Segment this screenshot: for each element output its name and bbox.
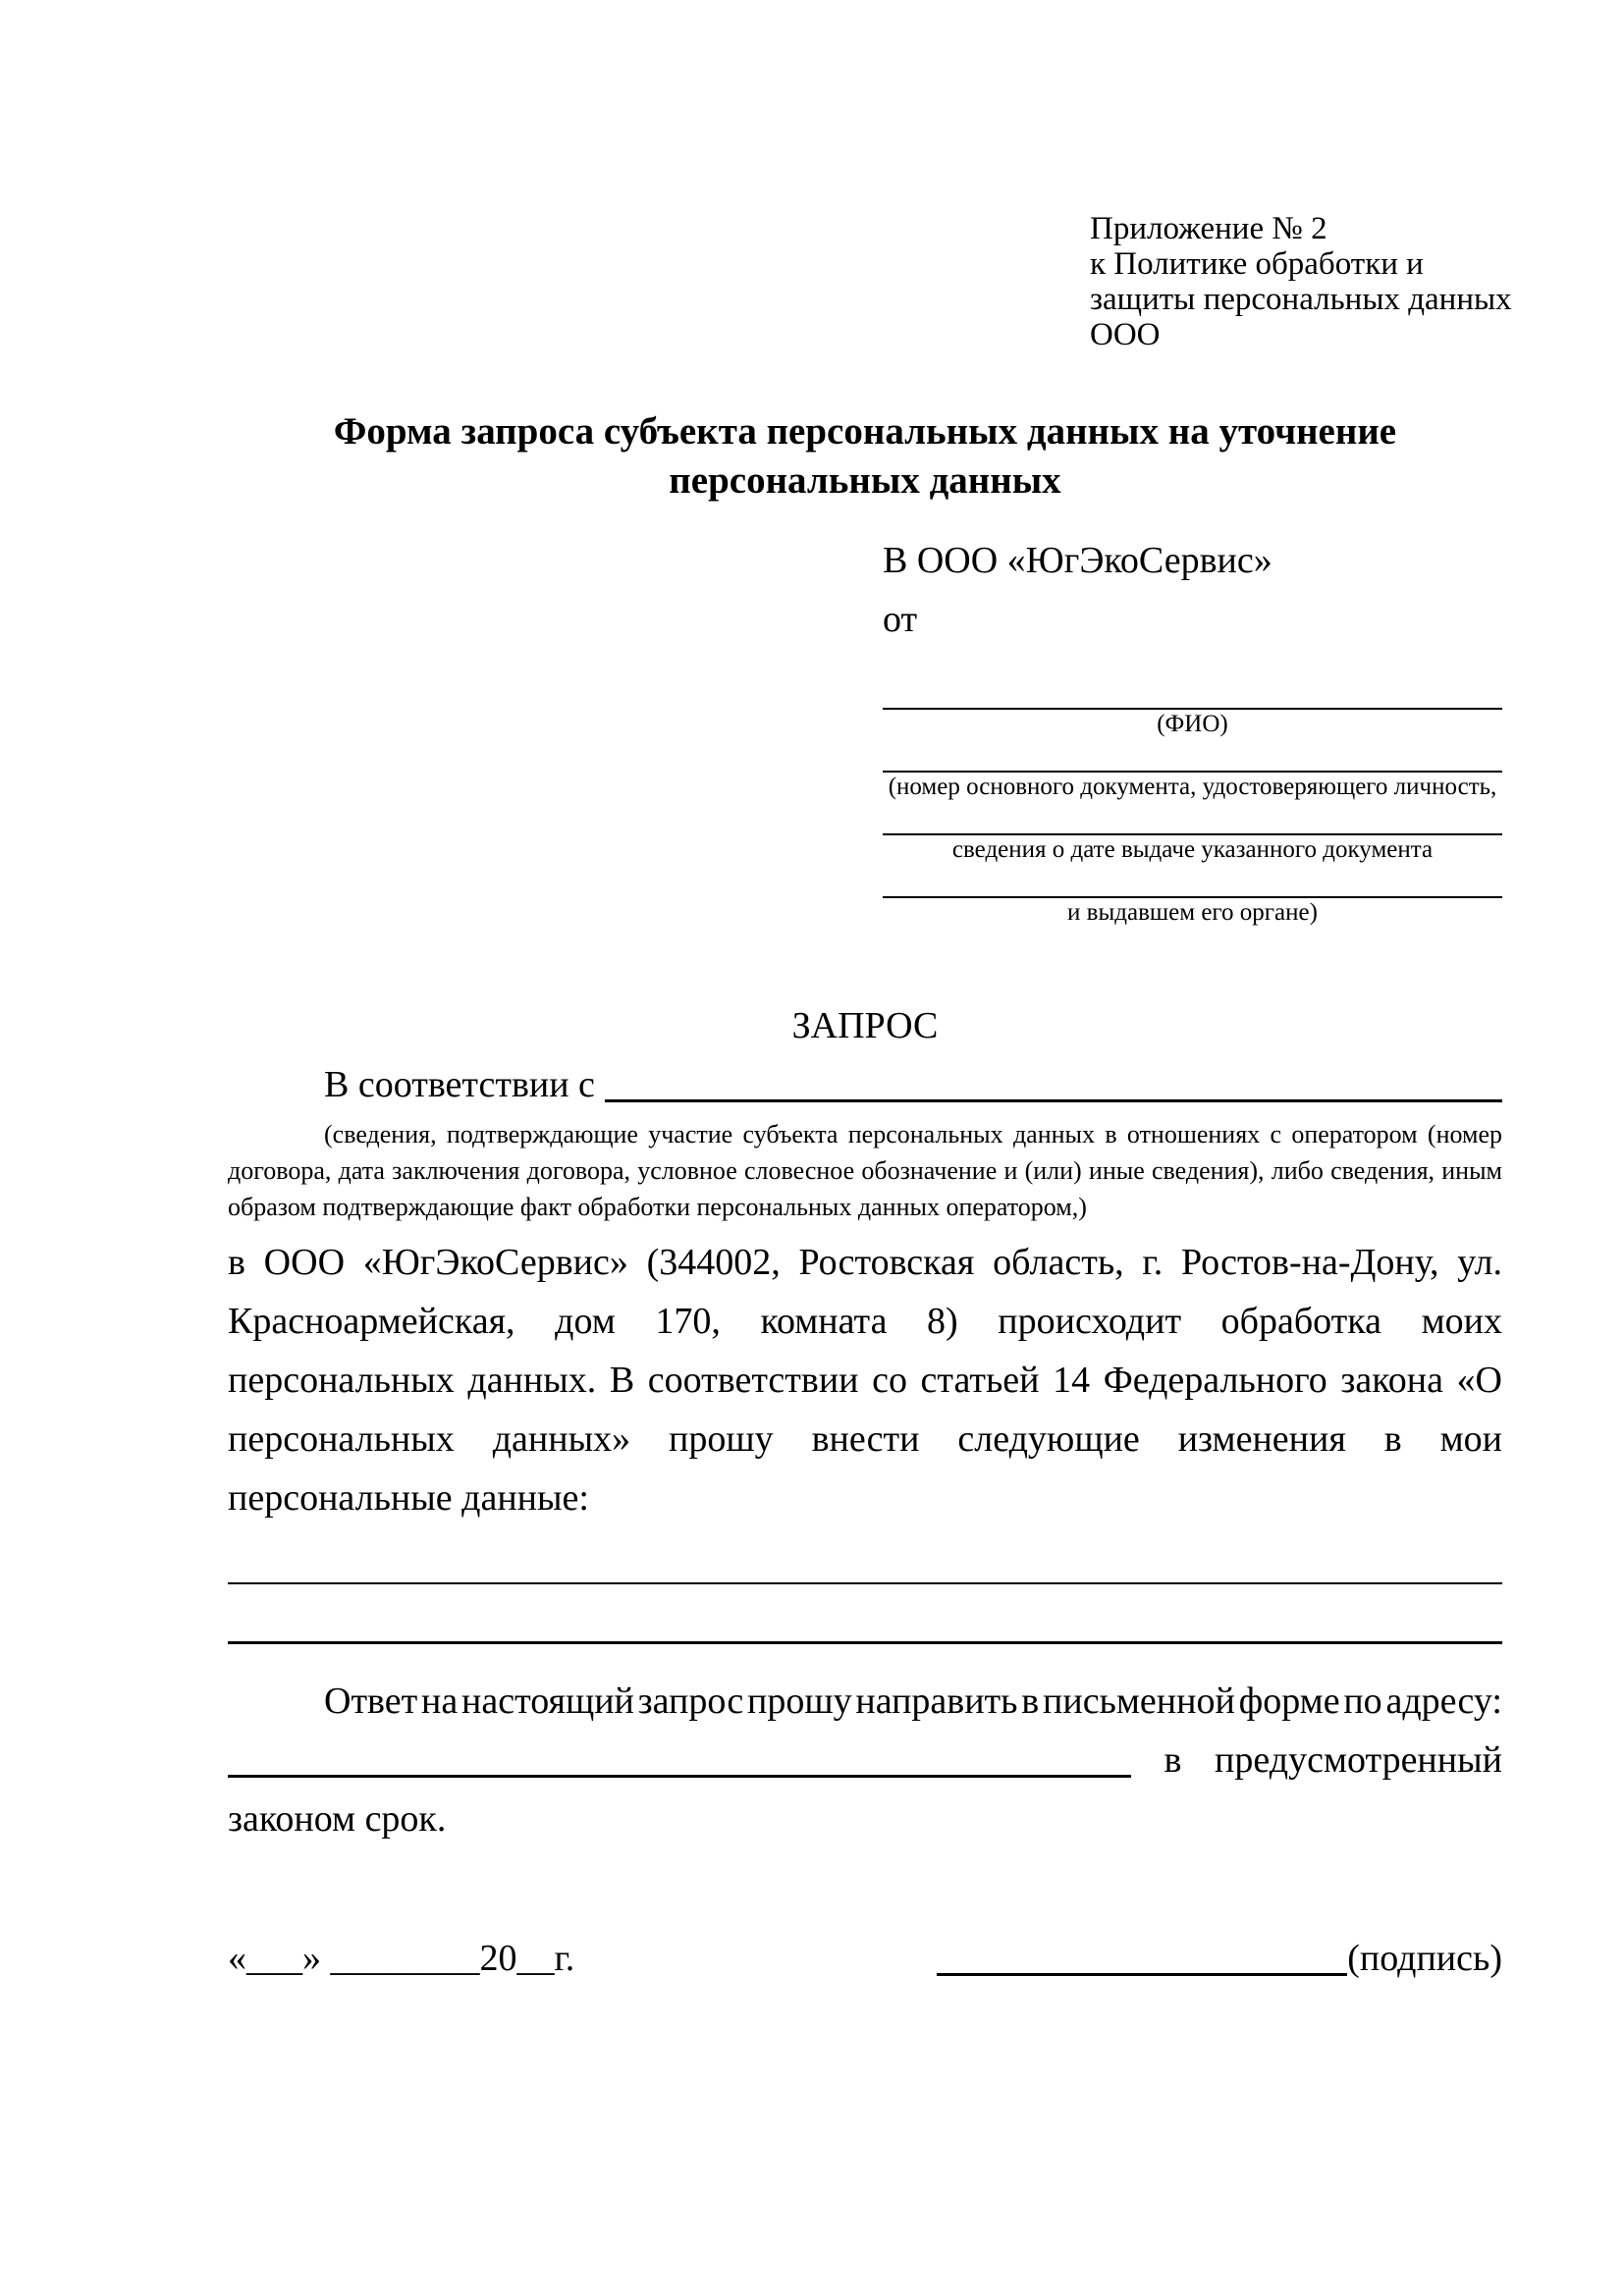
response-word-term: предусмотренный	[1215, 1739, 1502, 1781]
signature-caption: (подпись)	[1347, 1938, 1502, 1979]
response-word-v: в	[1164, 1739, 1182, 1781]
document-number-blank-line	[883, 739, 1502, 773]
fio-blank-line	[883, 649, 1502, 710]
response-request-line: Ответ на настоящий запрос прошу направить в письменной форме по адресу:	[324, 1681, 1502, 1722]
company-abbrev-line: ООО	[1090, 317, 1161, 352]
addressee-to-line: В ООО «ЮгЭкоСервис»	[883, 540, 1272, 581]
address-blank-line	[228, 1775, 1131, 1778]
changes-blank-line-2	[228, 1584, 1502, 1644]
addressee-block	[883, 531, 1502, 928]
accordance-prefix: В соответствии с	[324, 1064, 595, 1105]
main-paragraph: в ООО «ЮгЭкоСервис» (344002, Ростовская область, г. Ростов-на-Дону, ул. Красноармейская, дом 170, комната 8) происходит обработка моих персональных данных. В соответствии со статьей 14 Федерального закона «О персональных данных» прошу внести следующие изменения в мои персональные данные:	[228, 1242, 1502, 1519]
fio-caption: (ФИО)	[1157, 711, 1228, 737]
appendix-header-block	[1090, 211, 1512, 352]
accordance-row	[228, 1055, 1502, 1114]
issuing-authority-caption: и выдавшем его органе)	[1067, 899, 1318, 926]
policy-reference-line2: защиты персональных данных	[1090, 282, 1512, 317]
issue-date-caption: сведения о дате выдаче указанного документа	[951, 836, 1434, 863]
accordance-explanation: (сведения, подтверждающие участие субъекта персональных данных в отношениях с оператором (номер договора, дата заключения договора, условное словесное обозначение и (или) иные сведения), либо сведения, иным образом подтверждающие факт обработки персональных данных оператором,)	[228, 1120, 1502, 1221]
policy-reference-line1: к Политике обработки и	[1090, 246, 1424, 282]
form-title: Форма запроса субъекта персональных данных на уточнение персональных данных	[333, 410, 1397, 502]
appendix-number-line: Приложение № 2	[1090, 211, 1327, 246]
signature-blank-line	[937, 1973, 1347, 1976]
issuing-authority-blank-line	[883, 865, 1502, 898]
document-number-caption: (номер основного документа, удостоверяющего личность,	[888, 774, 1497, 800]
accordance-blank-line	[605, 1099, 1502, 1102]
footer-row	[228, 1929, 1502, 1988]
date-fill-in: «___» ________20__г.	[228, 1938, 575, 1979]
changes-blank-line-1	[228, 1527, 1502, 1584]
response-closing-line: законом срок.	[228, 1798, 447, 1840]
addressee-from-label: от	[883, 599, 918, 640]
signature-group	[937, 1929, 1502, 1988]
request-heading: ЗАПРОС	[791, 1005, 939, 1046]
issue-date-blank-line	[883, 802, 1502, 835]
response-address-row	[228, 1731, 1502, 1789]
